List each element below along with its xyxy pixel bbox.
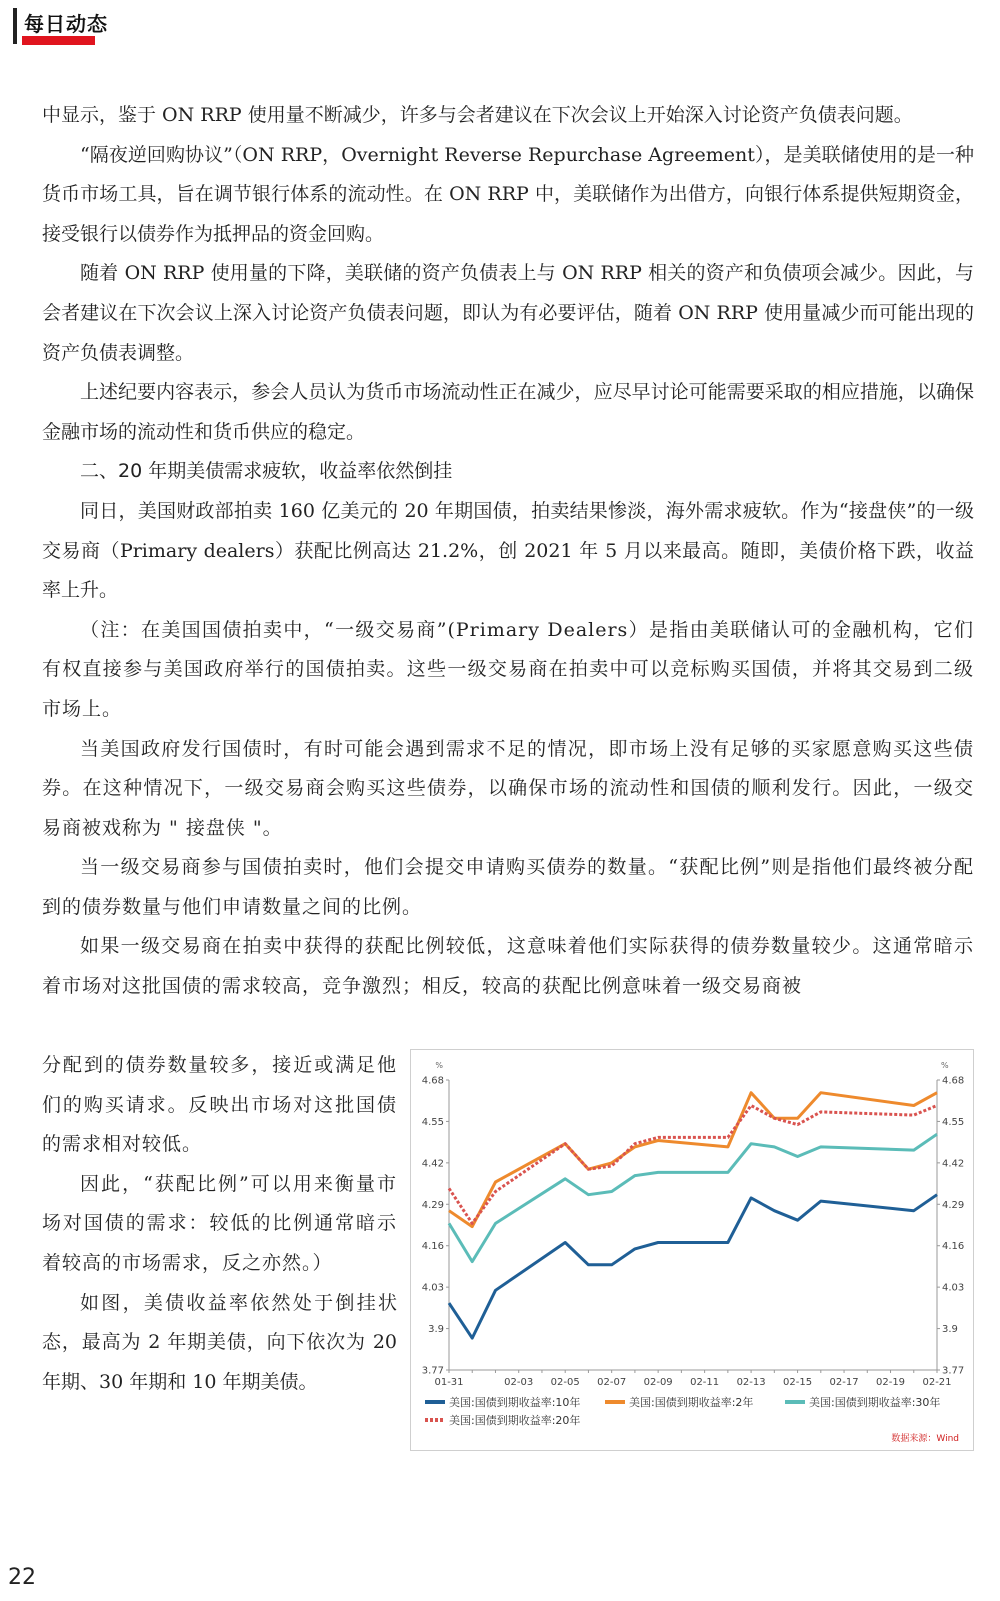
legend-label: 美国:国债到期收益率:30年 xyxy=(809,1396,941,1409)
y-tick-label-right: 4.42 xyxy=(942,1158,965,1170)
y-tick-label-right: 4.16 xyxy=(942,1241,965,1253)
x-tick-label: 02-19 xyxy=(875,1377,906,1388)
article-body xyxy=(42,96,974,1007)
y-tick-label-left: 3.77 xyxy=(421,1365,444,1377)
y-tick-label-right: 4.68 xyxy=(942,1075,965,1087)
note-paragraph: 当美国政府发行国债时，有时可能会遇到需求不足的情况，即市场上没有足够的买家愿意购买这些债券。在这种情况下，一级交易商会购买这些债券，以确保市场的流动性和国债的顺利发行。因此，一级交易商被戏称为 " 接盘侠 "。 xyxy=(42,737,974,839)
legend-label: 美国:国债到期收益率:2年 xyxy=(629,1396,754,1409)
y-tick-label-left: 4.29 xyxy=(421,1199,444,1211)
section-title: 每日动态 xyxy=(24,12,108,36)
yield-chart-svg xyxy=(411,1050,973,1450)
x-tick-label: 02-09 xyxy=(643,1377,673,1388)
chart-source: 数据来源：Wind xyxy=(891,1434,959,1444)
legend-label: 美国:国债到期收益率:20年 xyxy=(449,1414,581,1427)
paragraph: 随着 ON RRP 使用量的下降，美联储的资产负债表上与 ON RRP 相关的资产和负债项会减少。因此，与会者建议在下次会议上深入讨论资产负债表问题，即认为有必要评估，随着 ON RRP 使用量减少而可能出现的资产负债表调整。 xyxy=(42,262,974,364)
y-unit-right: % xyxy=(941,1061,949,1070)
y-tick-label-left: 4.42 xyxy=(421,1158,444,1170)
y-tick-label-right: 3.77 xyxy=(942,1365,965,1377)
y-tick-label-right: 4.03 xyxy=(942,1282,965,1294)
y-tick-label-left: 4.03 xyxy=(421,1282,444,1294)
x-tick-label: 02-03 xyxy=(504,1377,534,1388)
yield-chart xyxy=(410,1049,974,1451)
side-column xyxy=(42,1046,397,1402)
x-tick-label: 02-15 xyxy=(783,1377,813,1388)
x-tick-label: 02-17 xyxy=(829,1377,859,1388)
x-tick-label: 02-07 xyxy=(597,1377,627,1388)
section-heading: 二、20 年期美债需求疲软，收益率依然倒挂 xyxy=(80,460,453,483)
paragraph: 同日，美国财政部拍卖 160 亿美元的 20 年期国债，拍卖结果惨淡，海外需求疲软。作为“接盘侠”的一级交易商（Primary dealers）获配比例高达 21.2%，创 2021 年 5 月以来最高。随即，美债价格下跌，收益率上升。 xyxy=(42,499,974,602)
note-paragraph: 当一级交易商参与国债拍卖时，他们会提交申请购买债券的数量。“获配比例”则是指他们最终被分配到的债券数量与他们申请数量之间的比例。 xyxy=(42,856,974,918)
y-tick-label-left: 4.55 xyxy=(421,1116,444,1128)
x-tick-label: 02-21 xyxy=(922,1377,952,1388)
note-paragraph: 如果一级交易商在拍卖中获得的获配比例较低，这意味着他们实际获得的债券数量较少。这通常暗示着市场对这批国债的需求较高，竞争激烈；相反，较高的获配比例意味着一级交易商被 xyxy=(42,935,974,998)
x-tick-label: 01-31 xyxy=(434,1377,464,1388)
y-tick-label-right: 4.55 xyxy=(942,1116,965,1128)
header-red-underline xyxy=(22,36,95,45)
paragraph: “隔夜逆回购协议”（ON RRP，Overnight Reverse Repurchase Agreement），是美联储使用的是一种货币市场工具，旨在调节银行体系的流动性。在 ON RRP 中，美联储作为出借方，向银行体系提供短期资金，接受银行以债券作为抵押品的资金回购。 xyxy=(42,143,974,245)
note-paragraph: （注：在美国国债拍卖中，“一级交易商”(Primary Dealers）是指由美联储认可的金融机构，它们有权直接参与美国政府举行的国债拍卖。这些一级交易商在拍卖中可以竞标购买国债，并将其交易到二级市场上。 xyxy=(42,618,974,720)
note-paragraph: 因此，“获配比例”可以用来衡量市场对国债的需求：较低的比例通常暗示着较高的市场需求，反之亦然。） xyxy=(42,1172,397,1274)
paragraph: 上述纪要内容表示，参会人员认为货币市场流动性正在减少，应尽早讨论可能需要采取的相应措施，以确保金融市场的流动性和货币供应的稳定。 xyxy=(42,381,974,443)
paragraph: 中显示，鉴于 ON RRP 使用量不断减少，许多与会者建议在下次会议上开始深入讨论资产负债表问题。 xyxy=(42,104,913,126)
y-tick-label-right: 3.9 xyxy=(942,1324,958,1336)
x-tick-label: 02-11 xyxy=(690,1377,720,1388)
header-accent-bar xyxy=(13,8,17,44)
x-tick-label: 02-13 xyxy=(736,1377,766,1388)
legend-label: 美国:国债到期收益率:10年 xyxy=(449,1396,581,1409)
series-line xyxy=(449,1195,937,1338)
note-paragraph: 分配到的债券数量较多，接近或满足他们的购买请求。反映出市场对这批国债的需求相对较低。 xyxy=(42,1054,397,1156)
page-header xyxy=(0,0,1000,60)
y-unit-left: % xyxy=(435,1061,443,1070)
y-tick-label-right: 4.29 xyxy=(942,1199,965,1211)
y-tick-label-left: 4.68 xyxy=(421,1075,444,1087)
y-tick-label-left: 3.9 xyxy=(428,1324,444,1336)
paragraph: 如图，美债收益率依然处于倒挂状态，最高为 2 年期美债，向下依次为 20 年期、30 年期和 10 年期美债。 xyxy=(42,1291,397,1393)
page-number: 22 xyxy=(8,1565,36,1590)
y-tick-label-left: 4.16 xyxy=(421,1241,444,1253)
x-tick-label: 02-05 xyxy=(550,1377,580,1388)
